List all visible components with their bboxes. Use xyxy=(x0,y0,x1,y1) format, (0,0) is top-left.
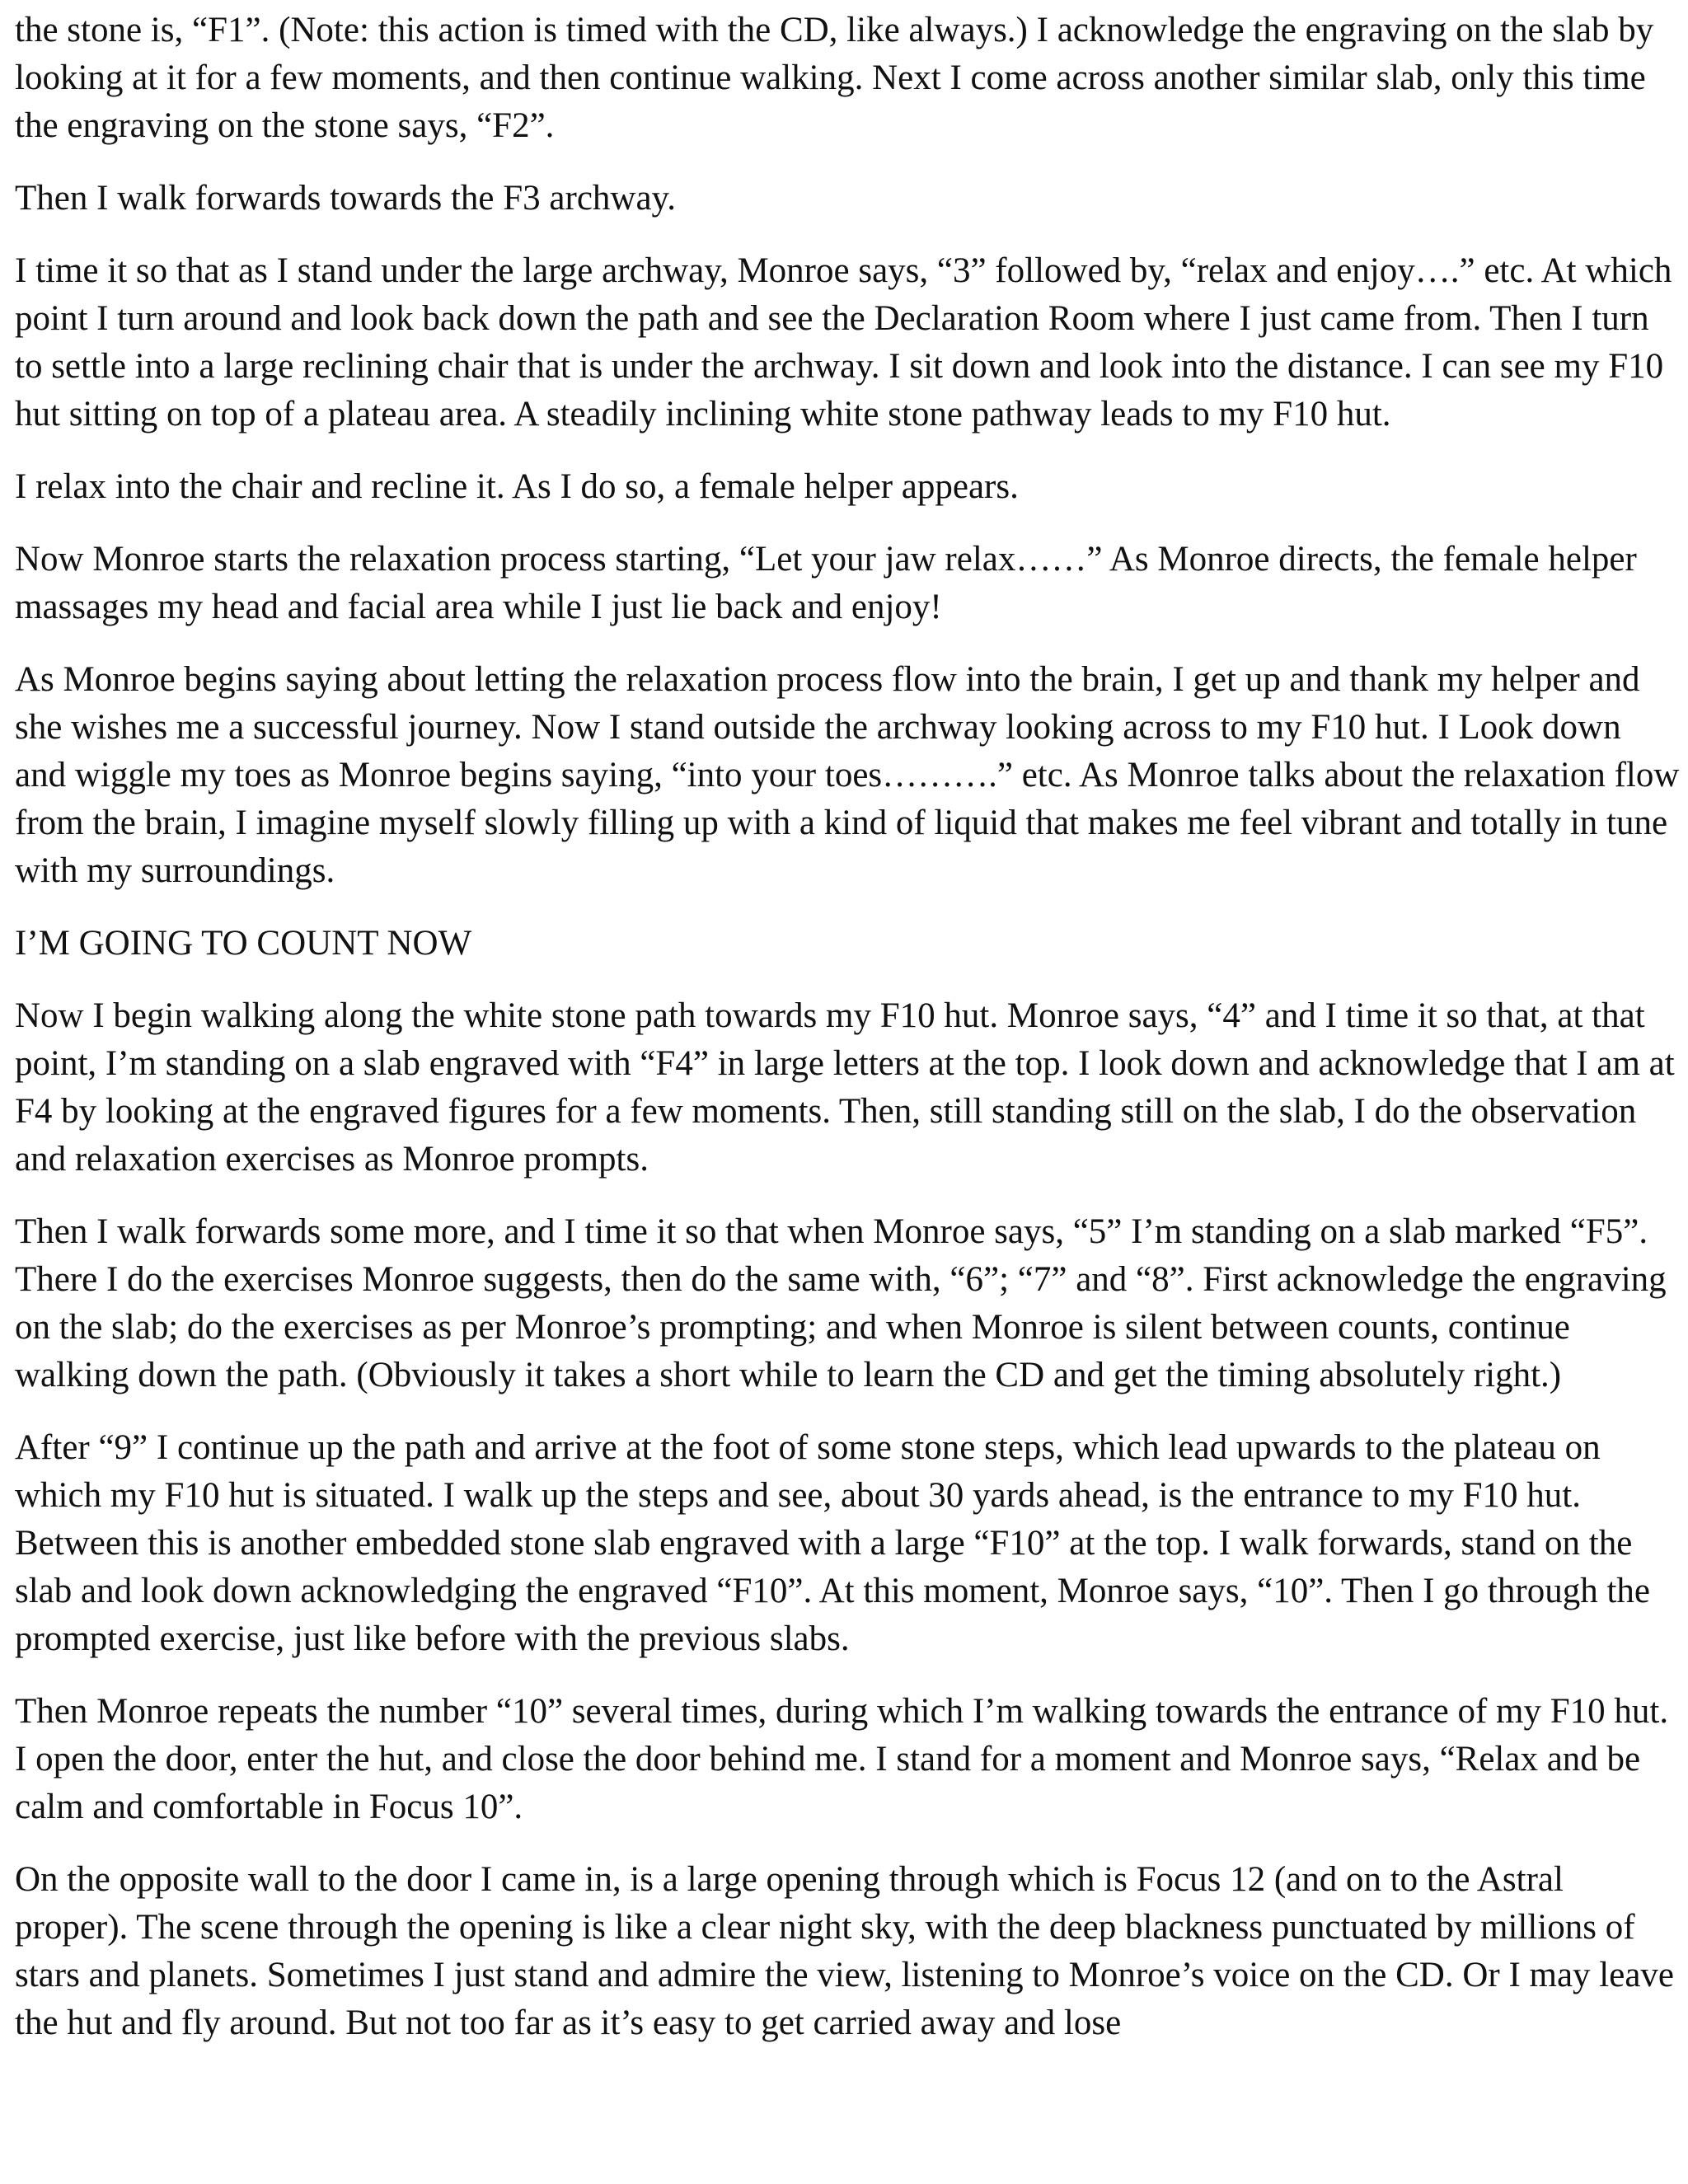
paragraph-female-helper: I relax into the chair and recline it. As I do so, a female helper appears. xyxy=(15,467,1019,506)
paragraph-archway-chair: I time it so that as I stand under the large archway, Monroe says, “3” followed by, “relax and enjoy….” etc. At which point I turn around and look back down the path and see the Declaration Room where I just came from. Then I turn to settle into a large reclining chair that is under the archway. I sit down and look into the distance. I can see my F10 hut sitting on top of a plateau area. A steadily inclining white stone pathway leads to my F10 hut. xyxy=(15,251,1672,434)
paragraph-f4-slab: Now I begin walking along the white stone path towards my F10 hut. Monroe says, “4” and I time it so that, at that point, I’m standing on a slab engraved with “F4” in large letters at the top. I look down and acknowledge that I am at F4 by looking at the engraved figures for a few moments. Then, still standing still on the slab, I do the observation and relaxation exercises as Monroe prompts. xyxy=(15,996,1675,1179)
paragraph-stone-f1-f2: the stone is, “F1”. (Note: this action is timed with the CD, like always.) I acknowledge the engraving on the slab by looking at it for a few moments, and then continue walking. Next I come across another similar slab, only this time the engraving on the stone says, “F2”. xyxy=(15,11,1654,145)
paragraph-f5-to-f8: Then I walk forwards some more, and I time it so that when Monroe says, “5” I’m standing on a slab marked “F5”. There I do the exercises Monroe suggests, then do the same with, “6”; “7” and “8”. First acknowledge the engraving on the slab; do the exercises as per Monroe’s prompting; and when Monroe is silent between counts, continue walking down the path. (Obviously it takes a short while to learn the CD and get the timing absolutely right.) xyxy=(15,1212,1667,1394)
paragraph-enter-hut: Then Monroe repeats the number “10” several times, during which I’m walking towards the entrance of my F10 hut. I open the door, enter the hut, and close the door behind me. I stand for a moment and Monroe says, “Relax and be calm and comfortable in Focus 10”. xyxy=(15,1692,1669,1826)
paragraph-relaxation-flow: As Monroe begins saying about letting the relaxation process flow into the brain, I get up and thank my helper and she wishes me a successful journey. Now I stand outside the archway looking across to my F10 hut. I Look down and wiggle my toes as Monroe begins saying, “into your toes……….” etc. As Monroe talks about the relaxation flow from the brain, I imagine myself slowly filling up with a kind of liquid that makes me feel vibrant and totally in tune with my surroundings. xyxy=(15,660,1680,890)
paragraph-count-heading: I’M GOING TO COUNT NOW xyxy=(15,924,472,963)
paragraph-stone-steps-f10: After “9” I continue up the path and arrive at the foot of some stone steps, which lead upwards to the plateau on which my F10 hut is situated. I walk up the steps and see, about 30 yards ahead, is the entrance to my F10 hut. Between this is another embedded stone slab engraved with a large “F10” at the top. I walk forwards, stand on the slab and look down acknowledging the engraved “F10”. At this moment, Monroe says, “10”. Then I go through the prompted exercise, just like before with the previous slabs. xyxy=(15,1428,1650,1658)
paragraph-jaw-relax: Now Monroe starts the relaxation process starting, “Let your jaw relax……” As Monroe directs, the female helper massages my head and facial area while I just lie back and enjoy! xyxy=(15,540,1637,626)
paragraph-f3-archway: Then I walk forwards towards the F3 archway. xyxy=(15,179,677,218)
paragraph-focus-12-opening: On the opposite wall to the door I came in, is a large opening through which is Focus 12 (and on to the Astral proper). The scene through the opening is like a clear night sky, with the deep blackness punctuated by millions of stars and planets. Sometimes I just stand and admire the view, listening to Monroe’s voice on the CD. Or I may leave the hut and fly around. But not too far as it’s easy to get carried away and lose xyxy=(15,1860,1675,2042)
document-page xyxy=(15,7,1680,2072)
